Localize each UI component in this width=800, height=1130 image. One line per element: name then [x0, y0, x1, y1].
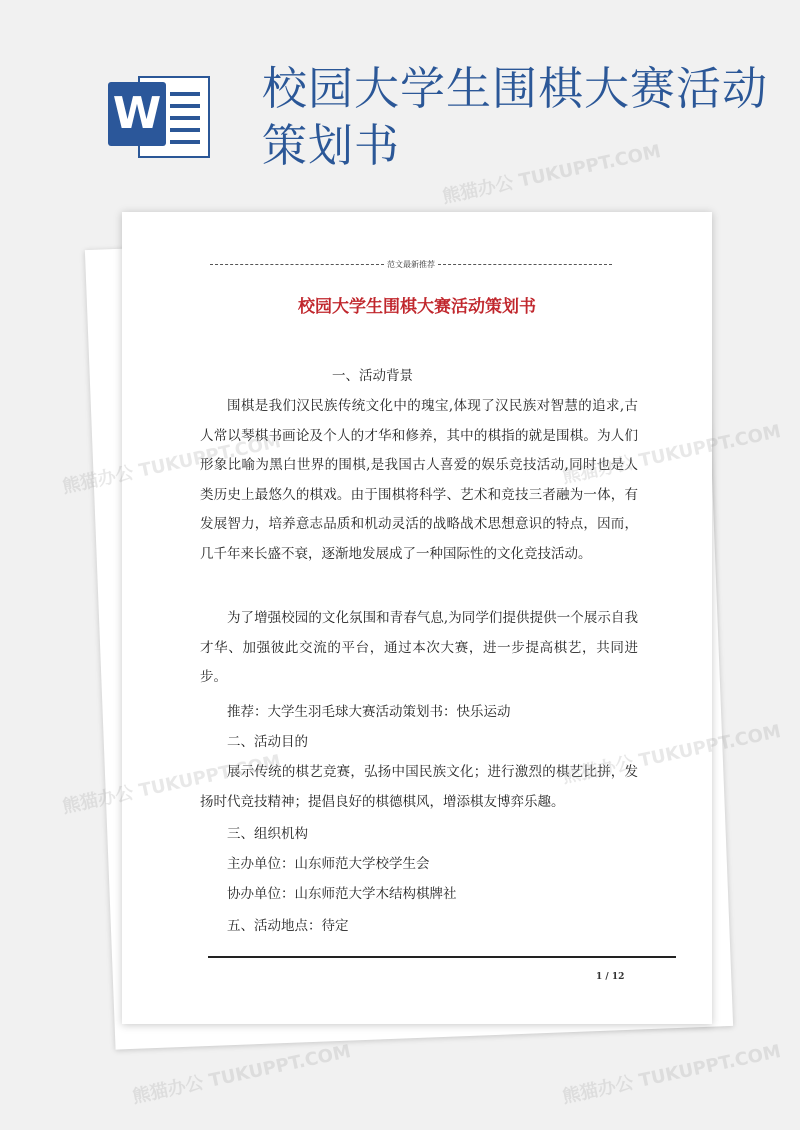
page-number: 1 / 12	[596, 972, 625, 982]
header-text: 范文最新推荐	[387, 259, 435, 269]
section-heading-organization: 三、组织机构	[227, 826, 308, 842]
section-heading-background: 一、活动背景	[332, 368, 413, 384]
watermark: 熊猫办公 TUKUPPT.COM	[130, 1041, 353, 1108]
watermark: 熊猫办公 TUKUPPT.COM	[440, 141, 663, 208]
cohost-line: 协办单位：山东师范大学木结构棋牌社	[227, 886, 457, 902]
footer-rule	[208, 956, 676, 958]
watermark: 熊猫办公 TUKUPPT.COM	[560, 1041, 783, 1108]
paragraph-background-2: 为了增强校园的文化氛围和青春气息,为同学们提供提供一个展示自我才华、加强彼此交流的平台，通过本次大赛，进一步提高棋艺，共同进步。	[200, 610, 638, 685]
paragraph-purpose: 展示传统的棋艺竞赛，弘扬中国民族文化；进行激烈的棋艺比拼，发扬时代竞技精神；提倡良好的棋德棋风，增添棋友博弈乐趣。	[200, 764, 638, 810]
watermark: 熊猫办公 TUKUPPT.COM	[560, 721, 783, 788]
word-document-icon	[108, 72, 214, 160]
watermark: 熊猫办公 TUKUPPT.COM	[60, 751, 283, 818]
paragraph-background-1: 围棋是我们汉民族传统文化中的瑰宝,体现了汉民族对智慧的追求,古人常以琴棋书画论及个人的才华和修养，其中的棋指的就是围棋。为人们形象比喻为黑白世界的围棋,是我国古人喜爱的娱乐竞技活动,同时也是人类历史上最悠久的棋戏。由于围棋将科学、艺术和竞技三者融为一体，有发展智力，培养意志品质和机动灵活的战略战术思想意识的特点，因而，几千年来长盛不衰，逐渐地发展成了一种国际性的文化竞技活动。	[200, 398, 638, 562]
watermark: 熊猫办公 TUKUPPT.COM	[60, 431, 283, 498]
banner	[0, 0, 800, 200]
document-title: 校园大学生围棋大赛活动策划书	[298, 297, 536, 317]
document-page	[122, 212, 712, 1024]
recommend-line: 推荐：大学生羽毛球大赛活动策划书：快乐运动	[227, 704, 511, 720]
banner-title: 校园大学生围棋大赛活动策划书	[262, 62, 769, 172]
section-heading-purpose: 二、活动目的	[227, 734, 308, 750]
venue-line: 五、活动地点：待定	[227, 918, 349, 934]
watermark: 熊猫办公 TUKUPPT.COM	[560, 421, 783, 488]
host-line: 主办单位：山东师范大学校学生会	[227, 856, 430, 872]
word-letter-icon: W	[108, 82, 166, 146]
header-rule	[210, 258, 612, 270]
